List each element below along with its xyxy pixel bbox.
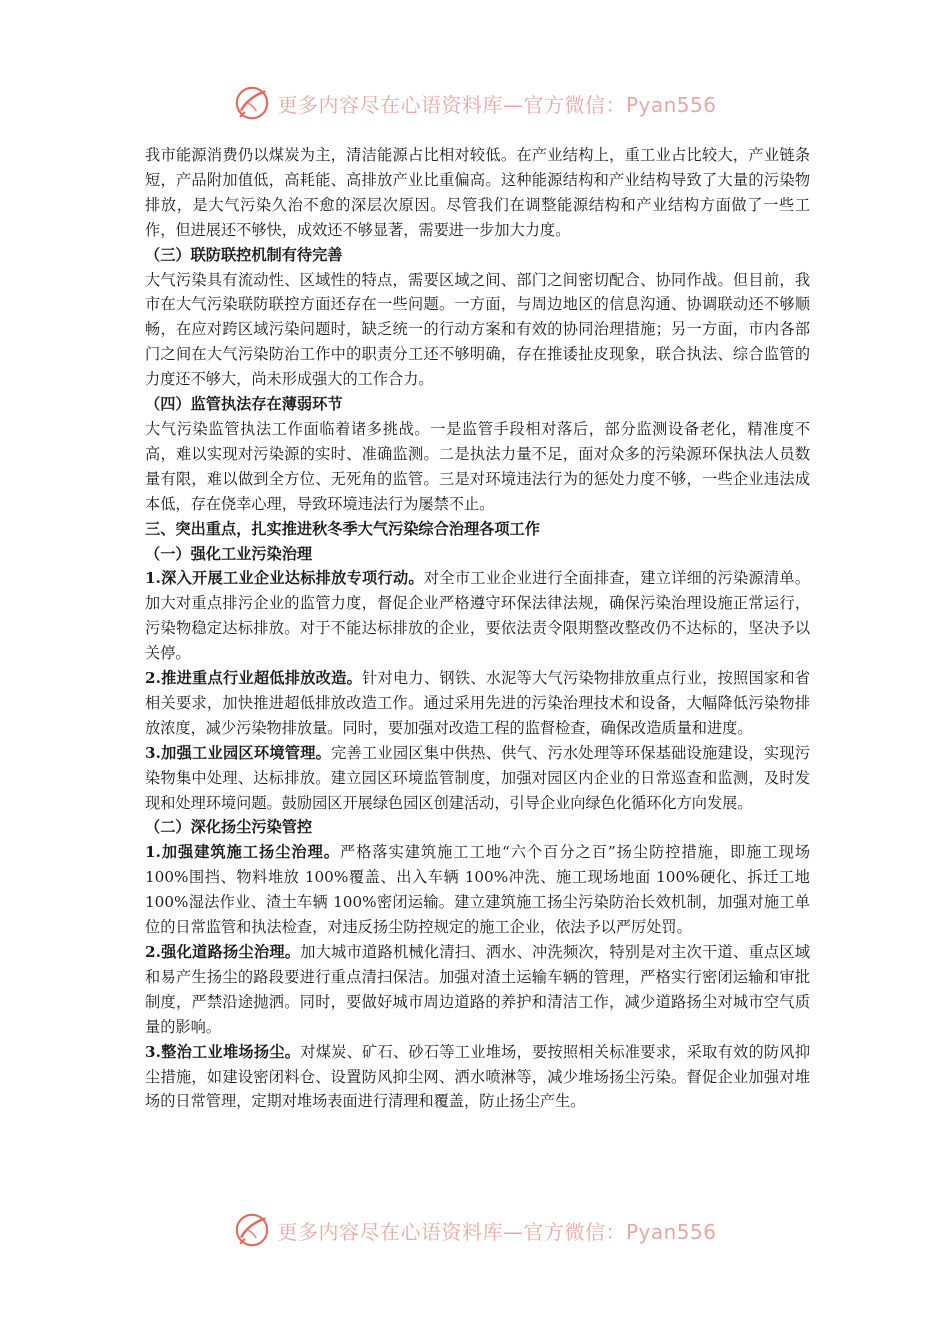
header-watermark-banner <box>0 81 950 125</box>
section-heading: （三）联防联控机制有待完善 <box>145 245 343 264</box>
section-heading: （四）监管执法存在薄弱环节 <box>145 395 343 414</box>
numbered-paragraph: 2.强化道路扬尘治理。加大城市道路机械化清扫、洒水、冲洗频次，特别是对主次干道、重点区域和易产生扬尘的路段要进行重点清扫保洁。加强对渣土运输车辆的管理，严格实行密闭运输和审批制度，严禁沿途抛洒。同时，要做好城市周边道路的养护和清洁工作，减少道路扬尘对城市空气质量的影响。 <box>145 943 811 1036</box>
numbered-paragraph: 3.整治工业堆场扬尘。对煤炭、矿石、砂石等工业堆场，要按照相关标准要求，采取有效的防风抑尘措施，如建设密闭料仓、设置防风抑尘网、洒水喷淋等，减少堆场扬尘污染。督促企业加强对堆场的日常管理，定期对堆场表面进行清理和覆盖，防止扬尘产生。 <box>145 1042 811 1111</box>
watermark-text: 更多内容尽在心语资料库—官方微信：Pyan556 <box>277 1219 717 1244</box>
numbered-paragraph: 2.推进重点行业超低排放改造。针对电力、钢铁、水泥等大气污染物排放重点行业，按照国家和省相关要求，加快推进超低排放改造工作。通过采用先进的污染治理技术和设备，大幅降低污染物排放浓度，减少污染物排放量。同时，要加强对改造工程的监督检查，确保改造质量和进度。 <box>145 669 811 737</box>
document-body <box>145 143 810 1114</box>
paragraph: 我市能源消费仍以煤炭为主，清洁能源占比相对较低。在产业结构上，重工业占比较大，产业链条短，产品附加值低，高耗能、高排放产业比重偏高。这种能源结构和产业结构导致了大量的污染物排放，是大气污染久治不愈的深层次原因。尽管我们在调整能源结构和产业结构方面做了一些工作，但进展还不够快，成效还不够显著，需要进一步加大力度。 <box>145 146 810 239</box>
numbered-paragraph: 3.加强工业园区环境管理。完善工业园区集中供热、供气、污水处理等环保基础设施建设，实现污染物集中处理、达标排放。建立园区环境监管制度，加强对园区内企业的日常巡查和监测，及时发现和处理环境问题。鼓励园区开展绿色园区创建活动，引导企业向绿色化循环化方向发展。 <box>145 743 811 812</box>
chapter-heading: 三、突出重点，扎实推进秋冬季大气污染综合治理各项工作 <box>145 519 540 538</box>
pen-logo-icon <box>233 1211 271 1249</box>
paragraph: 大气污染监管执法工作面临着诸多挑战。一是监管手段相对落后，部分监测设备老化，精准度不高，难以实现对污染源的实时、准确监测。二是执法力量不足，面对众多的污染源环保执法人员数量有限，难以做到全方位、无死角的监管。三是对环境违法行为的惩处力度不够，一些企业违法成本低，存在侥幸心理，导致环境违法行为屡禁不止。 <box>145 419 810 513</box>
watermark-text: 更多内容尽在心语资料库—官方微信：Pyan556 <box>277 92 717 117</box>
section-heading: （一）强化工业污染治理 <box>145 544 313 563</box>
footer-watermark-banner <box>0 1208 950 1252</box>
pen-logo-icon <box>233 84 271 122</box>
numbered-paragraph: 1.加强建筑施工扬尘治理。严格落实建筑施工工地“六个百分之百”扬尘防控措施，即施工现场 100%围挡、物料堆放 100%覆盖、出入车辆 100%冲洗、施工现场地面 100%硬化、拆迁工地 100%湿法作业、渣土车辆 100%密闭运输。建立建筑施工扬尘污染防治长效机制，加强对施工单位的日常监管和执法检查，对违反扬尘防控规定的施工企业，依法予以严厉处罚。 <box>145 843 811 937</box>
numbered-paragraph: 1.深入开展工业企业达标排放专项行动。对全市工业企业进行全面排查，建立详细的污染源清单。加大对重点排污企业的监管力度，督促企业严格遵守环保法律法规，确保污染治理设施正常运行，污染物稳定达标排放。对于不能达标排放的企业，要依法责令限期整改整改仍不达标的，坚决予以关停。 <box>145 569 811 663</box>
paragraph: 大气污染具有流动性、区域性的特点，需要区域之间、部门之间密切配合、协同作战。但目前，我市在大气污染联防联控方面还存在一些问题。一方面，与周边地区的信息沟通、协调联动还不够顺畅，在应对跨区域污染问题时，缺乏统一的行动方案和有效的协同治理措施；另一方面，市内各部门之间在大气污染防治工作中的职责分工还不够明确，存在推诿扯皮现象，联合执法、综合监管的力度还不够大，尚未形成强大的工作合力。 <box>145 270 810 389</box>
section-heading: （二）深化扬尘污染管控 <box>145 818 313 837</box>
